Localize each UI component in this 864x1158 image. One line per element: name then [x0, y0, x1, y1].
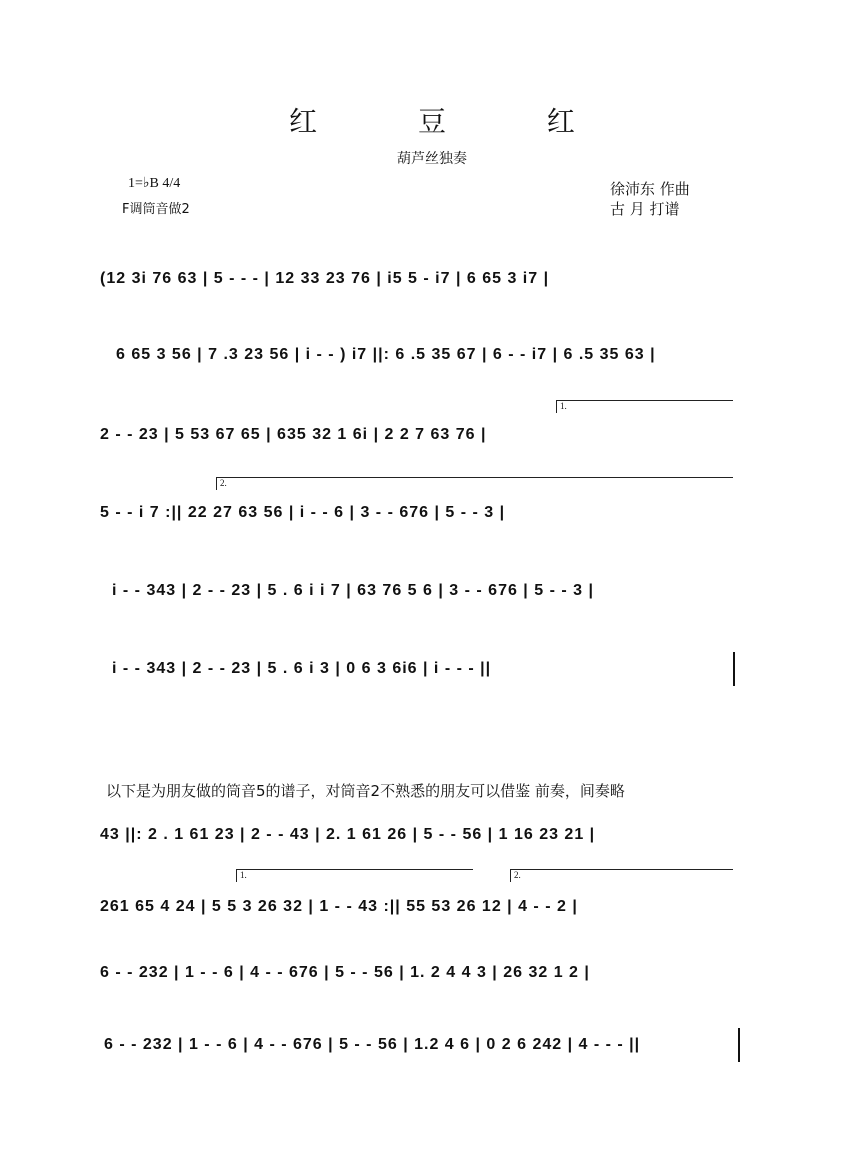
staff-line-2: 6 65 3 56 | 7 .3 23 56 | i - - ) i7 ||: 6 .5 35 67 | 6 - - i7 | 6 .5 35 63 | [116, 346, 656, 363]
volta-2b: 2. [510, 869, 733, 882]
volta-1b: 1. [236, 869, 473, 882]
composer-credit: 徐沛东 作曲 [610, 180, 690, 198]
transcriber-credit: 古 月 打谱 [610, 200, 680, 218]
staff-line-4: 5 - - i 7 :|| 22 27 63 56 | i - - 6 | 3 - - 676 | 5 - - 3 | [100, 504, 506, 521]
volta-1: 1. [556, 400, 733, 413]
transcription-note: 以下是为朋友做的筒音5的谱子，对筒音2不熟悉的朋友可以借鉴 前奏，间奏略 [106, 782, 625, 800]
staff-line-6: i - - 343 | 2 - - 23 | 5 . 6 i 3 | 0 6 3 6i6 | i - - - || [112, 660, 492, 677]
fingering-note: F调筒音做2 [122, 202, 190, 217]
staff-line-3: 2 - - 23 | 5 53 67 65 | 635 32 1 6i | 2 2 7 63 76 | [100, 426, 487, 443]
staff2-line-4: 6 - - 232 | 1 - - 6 | 4 - - 676 | 5 - - 56 | 1.2 4 6 | 0 2 6 242 | 4 - - - || [104, 1036, 641, 1053]
staff2-line-3: 6 - - 232 | 1 - - 6 | 4 - - 676 | 5 - - 56 | 1. 2 4 4 3 | 26 32 1 2 | [100, 964, 590, 981]
final-barline [733, 652, 735, 686]
staff2-line-2: 261 65 4 24 | 5 5 3 26 32 | 1 - - 43 :|| 55 53 26 12 | 4 - - 2 | [100, 898, 578, 915]
staff-line-5: i - - 343 | 2 - - 23 | 5 . 6 i i 7 | 63 76 5 6 | 3 - - 676 | 5 - - 3 | [112, 582, 594, 599]
page-title: 红 豆 红 [289, 105, 621, 138]
key-signature: 1=♭B 4/4 [128, 176, 181, 191]
volta-2: 2. [216, 477, 733, 490]
final-barline-2 [738, 1028, 740, 1062]
staff-line-1: (12 3i 76 63 | 5 - - - | 12 33 23 76 | i5 5 - i7 | 6 65 3 i7 | [100, 270, 550, 287]
staff2-line-1: 43 ||: 2 . 1 61 23 | 2 - - 43 | 2. 1 61 26 | 5 - - 56 | 1 16 23 21 | [100, 826, 596, 843]
subtitle: 葫芦丝独奏 [397, 151, 467, 167]
